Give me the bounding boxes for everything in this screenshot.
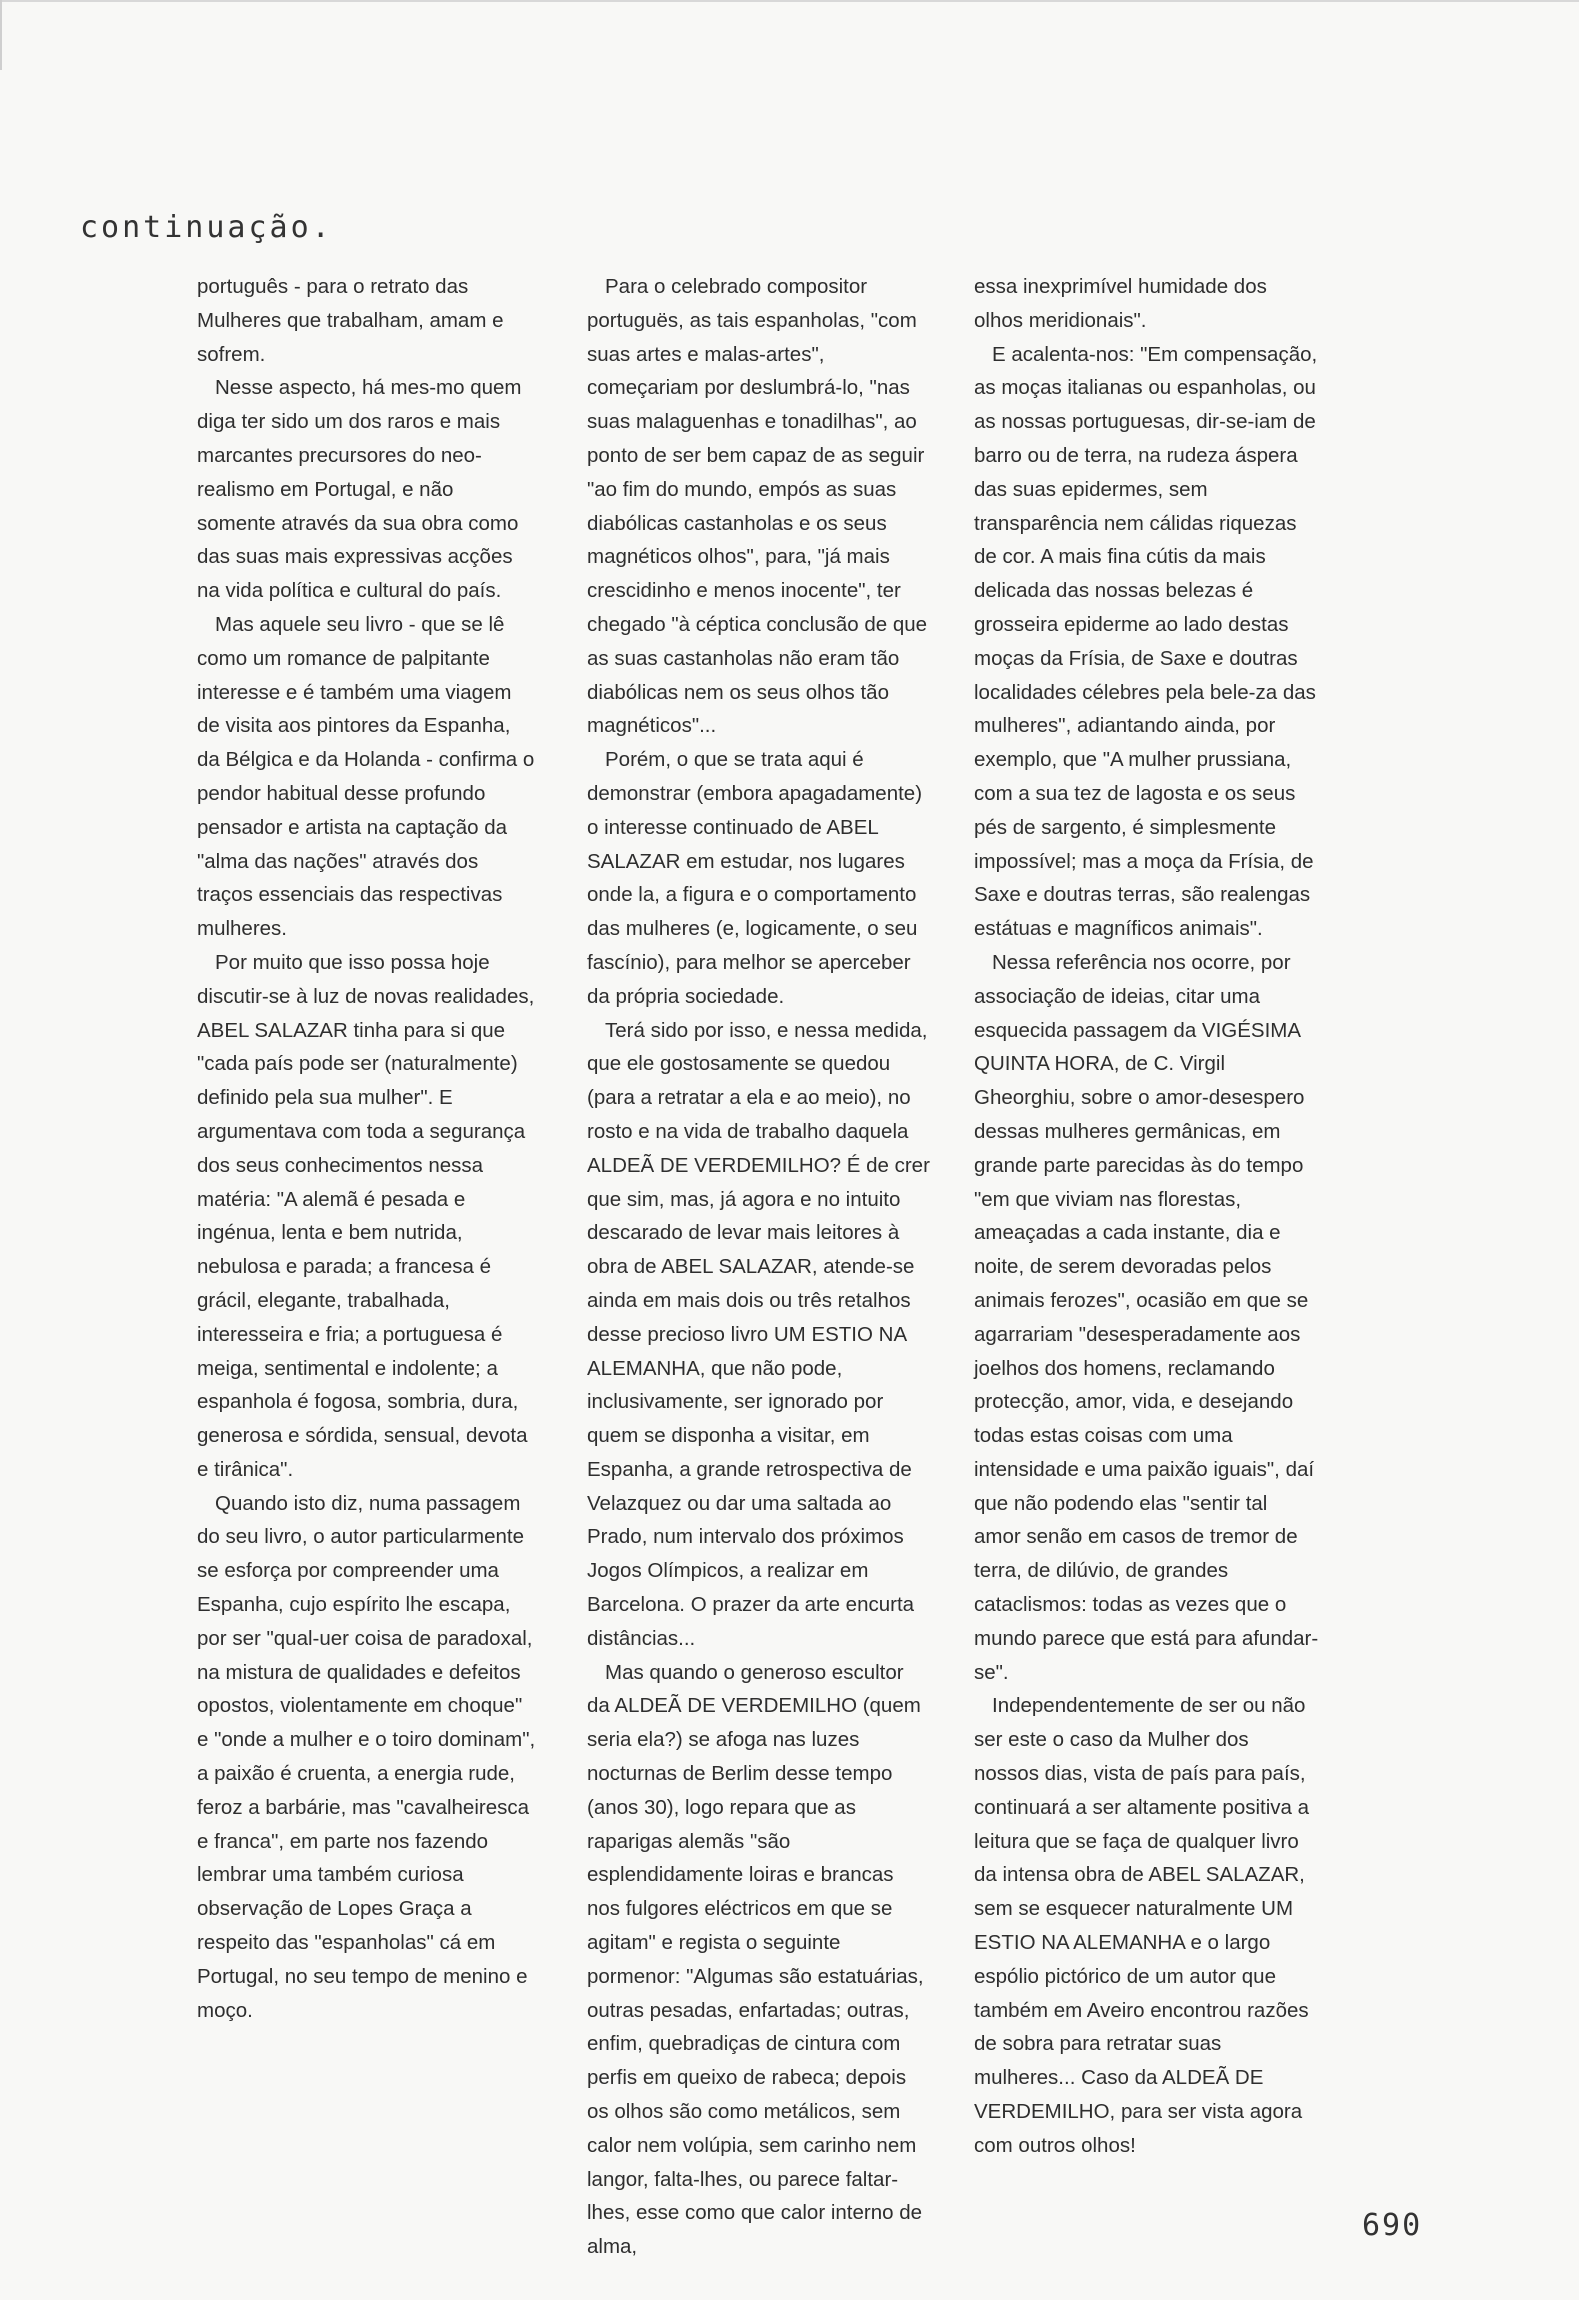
text-column-2 <box>587 270 932 2264</box>
scan-left-edge <box>0 0 2 70</box>
paragraph: E acalenta-nos: "Em compensação, as moças italianas ou espanholas, ou as nossas portuguesas, dir-se-iam de barro ou de terra, na rudeza áspera das suas epidermes, sem transparência nem cálidas riquezas de cor. A mais fina cútis da mais delicada das nossas belezas é grosseira epiderme ao lado destas moças da Frísia, de Saxe e doutras localidades célebres pela bele-za das mulheres", adiantando ainda, por exemplo, que "A mulher prussiana, com a sua tez de lagosta e os seus pés de sargento, é simplesmente impossível; mas a moça da Frísia, de Saxe e doutras terras, são realengas estátuas e magníficos animais". <box>974 342 1318 941</box>
paragraph: Mas quando o generoso escultor da ALDEÃ DE VERDEMILHO (quem seria ela?) se afoga nas luzes nocturnas de Berlim desse tempo (anos 30), logo repara que as raparigas alemãs "são esplendidamente loiras e brancas nos fulgores eléctricos em que se agitam" e regista o seguinte pormenor: "Algumas são estatuárias, outras pesadas, enfartadas; outras, enfim, quebradiças de cintura com perfis em queixo de rabeca; depois os olhos são como metálicos, sem calor nem volúpia, sem carinho nem langor, falta-lhes, ou parece faltar-lhes, esse como que calor interno de alma, <box>587 1660 924 2259</box>
paragraph: Porém, o que se trata aqui é demonstrar (embora apagadamente) o interesse continuado de ABEL SALAZAR em estudar, nos lugares onde la, a figura e o comportamento das mulheres (e, logicamente, o seu fascínio), para melhor se aperceber da própria sociedade. <box>587 748 923 1008</box>
text-column-3 <box>974 270 1319 2163</box>
paragraph: português - para o retrato das Mulheres que trabalham, amam e sofrem. <box>197 275 504 366</box>
page-number: 690 <box>1362 2208 1423 2243</box>
paragraph: Por muito que isso possa hoje discutir-se à luz de novas realidades, ABEL SALAZAR tinha para si que "cada país pode ser (naturalmente) definido pela sua mulher". E argumentava com toda a segurança dos seus conhecimentos nessa matéria: "A alemã é pesada e ingénua, lenta e bem nutrida, nebulosa e parada; a francesa é grácil, elegante, trabalhada, interesseira e fria; a portuguesa é meiga, sentimental e indolente; a espanhola é fogosa, sombria, dura, generosa e sórdida, sensual, devota e tirânica". <box>197 950 535 1481</box>
text-column-1 <box>197 270 537 2027</box>
paragraph: Quando isto diz, numa passagem do seu livro, o autor particularmente se esforça por compreender uma Espanha, cujo espírito lhe escapa, por ser "qual-uer coisa de paradoxal, na mistura de qualidades e defeitos opostos, violentamente em choque" e "onde a mulher e o toiro dominam", a paixão é cruenta, a energia rude, feroz a barbárie, mas "cavalheiresca e franca", em parte nos fazendo lembrar uma também curiosa observação de Lopes Graça a respeito das "espanholas" cá em Portugal, no seu tempo de menino e moço. <box>197 1491 536 2022</box>
paragraph: Terá sido por isso, e nessa medida, que ele gostosamente se quedou (para a retratar a ela e ao meio), no rosto e na vida de trabalho daquela ALDEÃ DE VERDEMILHO? É de crer que sim, mas, já agora e no intuito descarado de levar mais leitores à obra de ABEL SALAZAR, atende-se ainda em mais dois ou três retalhos desse precioso livro UM ESTIO NA ALEMANHA, que não pode, inclusivamente, ser ignorado por quem se disponha a visitar, em Espanha, a grande retrospectiva de Velazquez ou dar uma saltada ao Prado, num intervalo dos próximos Jogos Olímpicos, a realizar em Barcelona. O prazer da arte encurta distâncias... <box>587 1018 930 1650</box>
paragraph: Mas aquele seu livro - que se lê como um romance de palpitante interesse e é também uma viagem de visita aos pintores da Espanha, da Bélgica e da Holanda - confirma o pendor habitual desse profundo pensador e artista na captação da "alma das nações" através dos traços essenciais das respectivas mulheres. <box>197 612 535 941</box>
paragraph: Nessa referência nos ocorre, por associação de ideias, citar uma esquecida passagem da VIGÉSIMA QUINTA HORA, de C. Virgil Gheorghiu, sobre o amor-desespero dessas mulheres germânicas, em grande parte parecidas às do tempo "em que viviam nas florestas, ameaçadas a cada instante, dia e noite, de serem devoradas pelos animais ferozes", ocasião em que se agarrariam "desesperadamente aos joelhos dos homens, reclamando protecção, amor, vida, e desejando todas estas coisas com uma intensidade e uma paixão iguais", daí que não podendo elas "sentir tal amor senão em casos de tremor de terra, de dilúvio, de grandes cataclismos: todas as vezes que o mundo parece que está para afundar-se". <box>974 950 1319 1684</box>
paragraph: Independentemente de ser ou não ser este o caso da Mulher dos nossos dias, vista de país para país, continuará a ser altamente positiva a leitura que se faça de qualquer livro da intensa obra de ABEL SALAZAR, sem se esquecer naturalmente UM ESTIO NA ALEMANHA e o largo espólio pictórico de um autor que também em Aveiro encontrou razões de sobra para retratar suas mulheres... Caso da ALDEÃ DE VERDEMILHO, para ser vista agora com outros olhos! <box>974 1694 1310 2157</box>
continuation-label: continuação. <box>80 210 333 245</box>
paragraph: Nesse aspecto, há mes-mo quem diga ter sido um dos raros e mais marcantes precursores do neo-realismo em Portugal, e não somente através da sua obra como das suas mais expressivas acções na vida política e cultural do país. <box>197 376 522 603</box>
paragraph: essa inexprimível humidade dos olhos meridionais". <box>974 275 1267 332</box>
scan-top-edge <box>0 0 1579 2</box>
paragraph: Para o celebrado compositor portuguës, as tais espanholas, "com suas artes e malas-artes", começariam por deslumbrá-lo, "nas suas malaguenhas e tonadilhas", ao ponto de ser bem capaz de as seguir "ao fim do mundo, empós as suas diabólicas castanholas e os seus magnéticos olhos", para, "já mais crescidinho e menos inocente", ter chegado "à céptica conclusão de que as suas castanholas não eram tão diabólicas nem os seus olhos tão magnéticos"... <box>587 275 928 738</box>
